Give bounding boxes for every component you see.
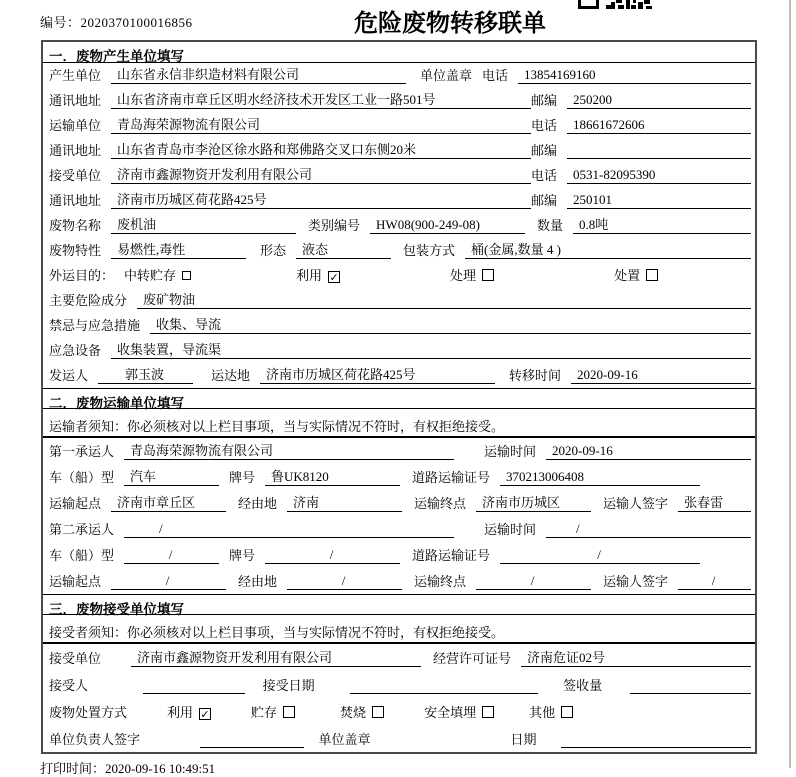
sign-date-value (561, 732, 751, 748)
hazard-component-label: 主要危险成分 (49, 293, 128, 308)
packing-value: 桶(金属,数量 4 ) (465, 242, 751, 259)
row-taboo-measures (43, 313, 755, 338)
accept-unit-label: 接受单位 (49, 651, 102, 666)
disposal-landfill-checkbox (482, 706, 494, 718)
transporter-zip-label: 邮编 (531, 143, 558, 158)
row-transporter (43, 113, 755, 138)
purpose-option-storage-label: 中转贮存 (124, 268, 177, 283)
purpose-option-dispose-label: 处置 (614, 268, 641, 283)
carrier2-sign-value: / (678, 573, 751, 590)
emergency-equipment-value: 收集装置，导流渠 (111, 342, 751, 359)
page-title: 危险废物转移联单 (354, 10, 546, 37)
hazard-component-value: 废矿物油 (137, 292, 751, 309)
purpose-option-dispose (614, 268, 658, 284)
quantity-value: 0.8吨 (573, 217, 751, 234)
print-time-label: 打印时间： (40, 761, 106, 776)
receiver-address-value: 济南市历城区荷花路425号 (111, 192, 531, 209)
row-disposal-method (43, 698, 755, 725)
responsible-sign-label: 单位负责人签字 (49, 732, 141, 747)
carrier2-vehicle-value: / (124, 547, 219, 564)
carrier2-origin-label: 运输起点 (49, 574, 102, 589)
row-receiver-address (43, 188, 755, 213)
accept-date-label: 接受日期 (262, 678, 315, 693)
waste-name-label: 废物名称 (49, 218, 102, 233)
quantity-label: 数量 (537, 218, 564, 233)
producer-label: 产生单位 (49, 68, 102, 83)
purpose-option-treat (450, 268, 494, 284)
destination-value: 济南市历城区荷花路425号 (260, 367, 495, 384)
form-state-label: 形态 (260, 243, 287, 258)
transporter-phone-value: 18661672606 (567, 117, 751, 134)
waste-name-value: 废机油 (111, 217, 296, 234)
header (0, 0, 796, 40)
row-carrier2 (43, 516, 755, 542)
transfer-time-value: 2020-09-16 (571, 367, 751, 384)
carrier2-name: / (124, 521, 454, 538)
disposal-option-other-label: 其他 (529, 705, 556, 720)
row-responsible-sign (43, 725, 755, 752)
row-acceptor (43, 671, 755, 698)
receiver-zip-label: 邮编 (531, 193, 558, 208)
purpose-dispose-checkbox (646, 269, 658, 281)
accept-date-value (350, 678, 538, 694)
shipper-value: 郭玉波 (98, 367, 193, 384)
responsible-sign-value (200, 732, 304, 748)
row-hazard-component (43, 288, 755, 313)
carrier1-name: 青岛海荣源物流有限公司 (124, 443, 454, 460)
row-carrier2-route (43, 568, 755, 594)
carrier2-time-label: 运输时间 (484, 522, 537, 537)
acceptor-label: 接受人 (49, 678, 89, 693)
carrier1-vehicle-label: 车（船）型 (49, 470, 115, 485)
carrier1-label: 第一承运人 (49, 444, 115, 459)
carrier1-permit-label: 道路运输证号 (412, 470, 491, 485)
carrier2-permit-label: 道路运输证号 (412, 548, 491, 563)
taboo-measures-label: 禁忌与应急措施 (49, 318, 141, 333)
row-carrier2-vehicle (43, 542, 755, 568)
purpose-option-treat-label: 处理 (450, 268, 477, 283)
receiver-label: 接受单位 (49, 168, 102, 183)
row-producer-address (43, 88, 755, 113)
serial-number-line (40, 12, 193, 31)
purpose-option-storage (124, 268, 191, 284)
disposal-incinerate-checkbox (372, 706, 384, 718)
carrier2-origin-value: / (111, 573, 226, 590)
transporter-address-label: 通讯地址 (49, 143, 102, 158)
carrier1-sign-label: 运输人签字 (603, 496, 669, 511)
row-producer (43, 63, 755, 88)
row-transfer-purpose (43, 263, 755, 288)
section2-heading: 二．废物运输单位填写 (43, 388, 755, 409)
disposal-option-utilize-label: 利用 (167, 705, 194, 720)
transporter-notice: 运输者须知：你必须核对以上栏目事项，当与实际情况不符时，有权拒绝接受。 (43, 409, 755, 438)
carrier1-time-label: 运输时间 (484, 444, 537, 459)
carrier1-permit-value: 370213006408 (500, 469, 700, 486)
disposal-utilize-checkbox (199, 708, 211, 720)
transfer-time-label: 转移时间 (509, 368, 562, 383)
section-producer (43, 42, 755, 388)
disposal-option-utilize (167, 705, 211, 721)
category-code-label: 类别编号 (308, 218, 361, 233)
disposal-option-incinerate-label: 焚烧 (340, 705, 367, 720)
transporter-label: 运输单位 (49, 118, 102, 133)
emergency-equipment-label: 应急设备 (49, 343, 102, 358)
receiver-phone-value: 0531-82095390 (567, 167, 751, 184)
unit-seal-label: 单位盖章 (420, 68, 473, 83)
carrier1-plate-value: 鲁UK8120 (265, 469, 400, 486)
row-emergency-equipment (43, 338, 755, 363)
transporter-address-value: 山东省青岛市李沧区徐水路和郑佛路交叉口东侧20米 (111, 142, 531, 159)
purpose-storage-checkbox (182, 271, 191, 280)
taboo-measures-value: 收集、导流 (150, 317, 751, 334)
transfer-form-table (41, 40, 757, 754)
transporter-zip-value (567, 143, 751, 159)
license-label: 经营许可证号 (433, 651, 512, 666)
destination-label: 运达地 (211, 368, 251, 383)
carrier2-vehicle-label: 车（船）型 (49, 548, 115, 563)
print-time-value: 2020-09-16 10:49:51 (105, 761, 216, 776)
qr-code-fragment-icon (578, 0, 652, 10)
producer-phone-value: 13854169160 (518, 67, 751, 84)
purpose-option-utilize (296, 268, 340, 284)
packing-label: 包装方式 (403, 243, 456, 258)
purpose-option-utilize-label: 利用 (296, 268, 323, 283)
receiver-zip-value: 250101 (567, 192, 751, 209)
carrier2-label: 第二承运人 (49, 522, 115, 537)
waste-property-label: 废物特性 (49, 243, 102, 258)
carrier2-permit-value: / (500, 547, 700, 564)
carrier1-end-label: 运输终点 (414, 496, 467, 511)
carrier2-end-label: 运输终点 (414, 574, 467, 589)
row-accept-unit (43, 644, 755, 671)
carrier2-plate-value: / (265, 547, 400, 564)
section1-heading: 一．废物产生单位填写 (43, 42, 755, 63)
check-mark-icon: ✓ (329, 271, 339, 284)
row-carrier1-route (43, 490, 755, 516)
disposal-option-store (251, 705, 295, 721)
producer-address-value: 山东省济南市章丘区明水经济技术开发区工业一路501号 (111, 92, 531, 109)
serial-label: 编号： (40, 15, 81, 30)
category-code-value: HW08(900-249-08) (370, 217, 525, 234)
carrier1-origin-label: 运输起点 (49, 496, 102, 511)
producer-address-label: 通讯地址 (49, 93, 102, 108)
carrier2-end-value: / (476, 573, 591, 590)
section3-heading: 三．废物接受单位填写 (43, 594, 755, 615)
carrier2-plate-label: 牌号 (229, 548, 256, 563)
carrier1-via-label: 经由地 (238, 496, 278, 511)
disposal-option-landfill-label: 安全填埋 (424, 705, 477, 720)
transporter-value: 青岛海荣源物流有限公司 (111, 117, 531, 134)
license-value: 济南危证02号 (521, 650, 751, 667)
receiver-value: 济南市鑫源物资开发利用有限公司 (111, 167, 531, 184)
row-receiver (43, 163, 755, 188)
disposal-option-incinerate (340, 705, 384, 721)
sign-quantity-value (630, 678, 751, 694)
carrier1-time-value: 2020-09-16 (546, 443, 751, 460)
carrier1-vehicle-value: 汽车 (124, 469, 219, 486)
disposal-option-landfill (424, 705, 494, 721)
waste-property-value: 易燃性,毒性 (111, 242, 246, 259)
section-receiver (43, 594, 755, 752)
carrier1-plate-label: 牌号 (229, 470, 256, 485)
producer-value: 山东省永信非织造材料有限公司 (111, 67, 406, 84)
producer-phone-label: 电话 (482, 68, 509, 83)
check-mark-icon: ✓ (200, 708, 210, 721)
unit-seal2-label: 单位盖章 (318, 732, 371, 747)
carrier1-via-value: 济南 (287, 495, 402, 512)
carrier1-end-value: 济南市历城区 (476, 495, 591, 512)
accept-unit-value: 济南市鑫源物资开发利用有限公司 (131, 650, 421, 667)
carrier2-via-value: / (287, 573, 402, 590)
serial-value: 2020370100016856 (80, 15, 193, 30)
page-edge-line (789, 0, 791, 768)
carrier2-via-label: 经由地 (238, 574, 278, 589)
purpose-treat-checkbox (482, 269, 494, 281)
carrier1-origin-value: 济南市章丘区 (111, 495, 226, 512)
transporter-phone-label: 电话 (531, 118, 558, 133)
sign-quantity-label: 签收量 (563, 678, 603, 693)
form-state-value: 液态 (296, 242, 391, 259)
receiver-notice: 接受者须知：你必须核对以上栏目事项，当与实际情况不符时，有权拒绝接受。 (43, 615, 755, 644)
purpose-label: 外运目的： (49, 268, 115, 283)
shipper-label: 发运人 (49, 368, 89, 383)
producer-zip-value: 250200 (567, 92, 751, 109)
disposal-other-checkbox (561, 706, 573, 718)
purpose-utilize-checkbox (328, 271, 340, 283)
sign-date-label: 日期 (510, 732, 537, 747)
row-waste-property (43, 238, 755, 263)
producer-zip-label: 邮编 (531, 93, 558, 108)
row-carrier1 (43, 438, 755, 464)
row-waste-name (43, 213, 755, 238)
carrier2-sign-label: 运输人签字 (603, 574, 669, 589)
row-carrier1-vehicle (43, 464, 755, 490)
carrier1-sign-value: 张春雷 (678, 495, 751, 512)
disposal-store-checkbox (283, 706, 295, 718)
receiver-address-label: 通讯地址 (49, 193, 102, 208)
receiver-phone-label: 电话 (531, 168, 558, 183)
section-transporter (43, 388, 755, 594)
disposal-option-store-label: 贮存 (251, 705, 278, 720)
carrier2-time-value: / (546, 521, 751, 538)
acceptor-value (143, 678, 245, 694)
disposal-option-other (529, 705, 573, 721)
row-transporter-address (43, 138, 755, 163)
row-shipper (43, 363, 755, 388)
disposal-method-label: 废物处置方式 (49, 705, 128, 720)
